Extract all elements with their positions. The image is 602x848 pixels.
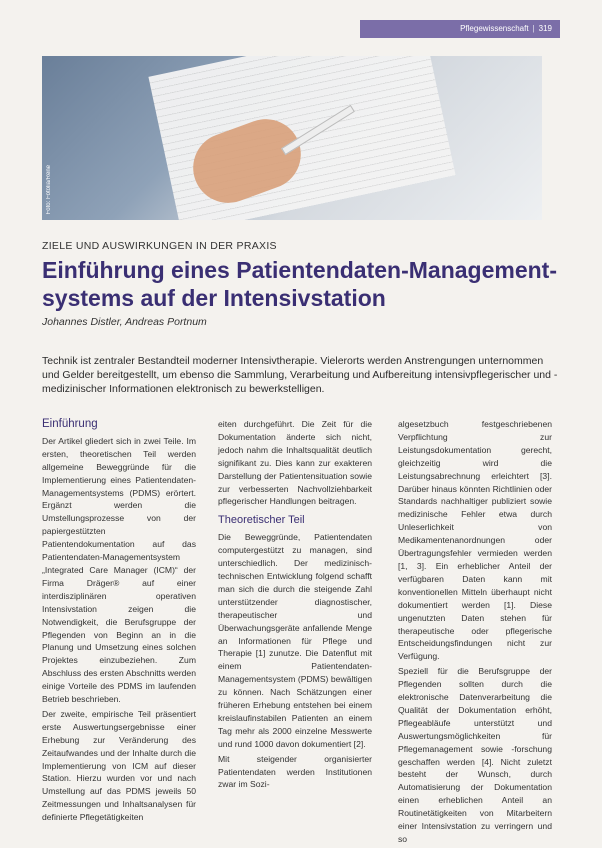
body-column-3: [398, 418, 552, 848]
article-photo: [42, 56, 542, 220]
article-kicker: ZIELE UND AUSWIRKUNGEN IN DER PRAXIS: [42, 240, 277, 252]
paragraph: Die Beweggründe, Patientendaten computergestützt zu managen, sind unterschiedlich. Der medizinisch-technischen Entwicklung folgend schafft man sich die durch die steigende Zahl unterstützender diagnostischer, therapeutischer und Überwachungsgeräte anfallende Menge an Informationen für Pflege und Therapie [1] zunutze. Die Datenflut mit einem Patientendaten-Managementsystem (PDMS) bewältigen zu können. Nach Schätzungen einer früheren Erhebung entstehen bei einem kreislaufinstabilen Patienten an einem Tag mehr als 2000 einzelne Messwerte und rund 1000 davon dokumentiert [2].: [218, 532, 372, 749]
section-heading-theorie: Theoretischer Teil: [218, 514, 305, 527]
article-title: Einführung eines Patientendaten-Management-systems auf der Intensivstation: [42, 257, 557, 311]
article-authors: Johannes Distler, Andreas Portnum: [42, 316, 207, 328]
section-heading-einfuehrung: Einführung: [42, 418, 98, 430]
paragraph: Der zweite, empirische Teil präsentiert erste Auswertungsergebnisse einer Erhebung zur Veränderung des Zeitaufwandes und der Inhalte durch die Implementierung von ICM auf dieser Station. Hierzu wurden vor und nach Umstellung auf das PDMS jeweils 50 Zeitmessungen und Inhaltsanalysen für definierte Pflegetätigkeiten: [42, 708, 196, 823]
paragraph: Mit steigender organisierter Patientendaten werden Institutionen zwar im Sozi-: [218, 753, 372, 790]
header-separator: |: [532, 24, 535, 33]
photo-credit: Foto: Fotolia/Rene: [46, 164, 52, 214]
body-column-2: [218, 418, 372, 793]
body-column-1: [42, 418, 196, 826]
paragraph: eiten durchgeführt. Die Zeit für die Dokumentation änderte sich nicht, jedoch nahm die Inhaltsqualität deutlich signifikant zu. Dies kann zur exakteren Darstellung der Patientensituation sowie zur verbesserten Nachvollziehbarkeit pflegerischer Handlungen beitragen.: [218, 419, 372, 507]
section-label: Pflegewissenschaft: [460, 24, 529, 33]
page-number: 319: [538, 24, 552, 33]
paragraph: algesetzbuch festgeschriebenen Verpflichtung zur Leistungsdokumentation gerecht, gleichzeitig wird die Leistungsabrechnung erleichtert [3]. Darüber hinaus könnten Richtlinien oder Standards nachhaltiger publiziert sowie medizinische Fehler etwa durch Unleserlichkeit von Medikamentenanordnungen oder Übertragungsfehler vermieden werden [1, 3]. Ein erheblicher Anteil der verfügbaren Daten kann mit konventionellen Mitteln überhaupt nicht dokumentiert werden [1]. Diese ungenutzten Daten stehen für therapeutische oder pflegerische Entscheidungsfindungen nicht zur Verfügung.: [398, 419, 552, 662]
paragraph: Der Artikel gliedert sich in zwei Teile. Im ersten, theoretischen Teil werden allgemeine Beweggründe für die Implementierung eines Patientendaten-Managementsystems (PDMS) erörtert. Ergänzt werden die Umstellungsprozesse von der papiergestützten Patientendokumentation auf das Patientendaten-Managementsystem „Integrated Care Manager (ICM)“ der Firma Dräger® auf einer interdisziplinären operativen Intensivstation zeigen die Notwendigkeit, die Berufsgruppe der Pflegenden von Beginn an in die Planung und Umsetzung eines solchen Projektes einzubeziehen. Zum Abschluss des ersten Abschnitts werden einige Vorteile des PDMS im laufenden Betrieb beschrieben.: [42, 435, 196, 705]
article-lead: Technik ist zentraler Bestandteil moderner Intensivtherapie. Vielerorts werden Anstrengungen unternommen und Gelder bereitgestellt, um ebenso die Sammlung, Verarbeitung und Aufbereitung intensivpflegerischer und -medizinischer Informationen elektronisch zu bewerkstelligen.: [42, 355, 558, 395]
running-header: [360, 20, 560, 38]
paragraph: Speziell für die Berufsgruppe der Pflegenden sollten durch die elektronische Datenverarbeitung die Qualität der Dokumentation erhöht, Pflegeabläufe unterstützt und Auswertungsmöglichkeiten für Pflegemanagement sowie -forschung geschaffen werden [4]. Nicht zuletzt besteht der Wunsch, durch Automatisierung der Dokumentation einen erheblichen Anteil an Routinetätigkeiten von Mitarbeitern einer Intensivstation zu verringern und so: [398, 666, 552, 844]
